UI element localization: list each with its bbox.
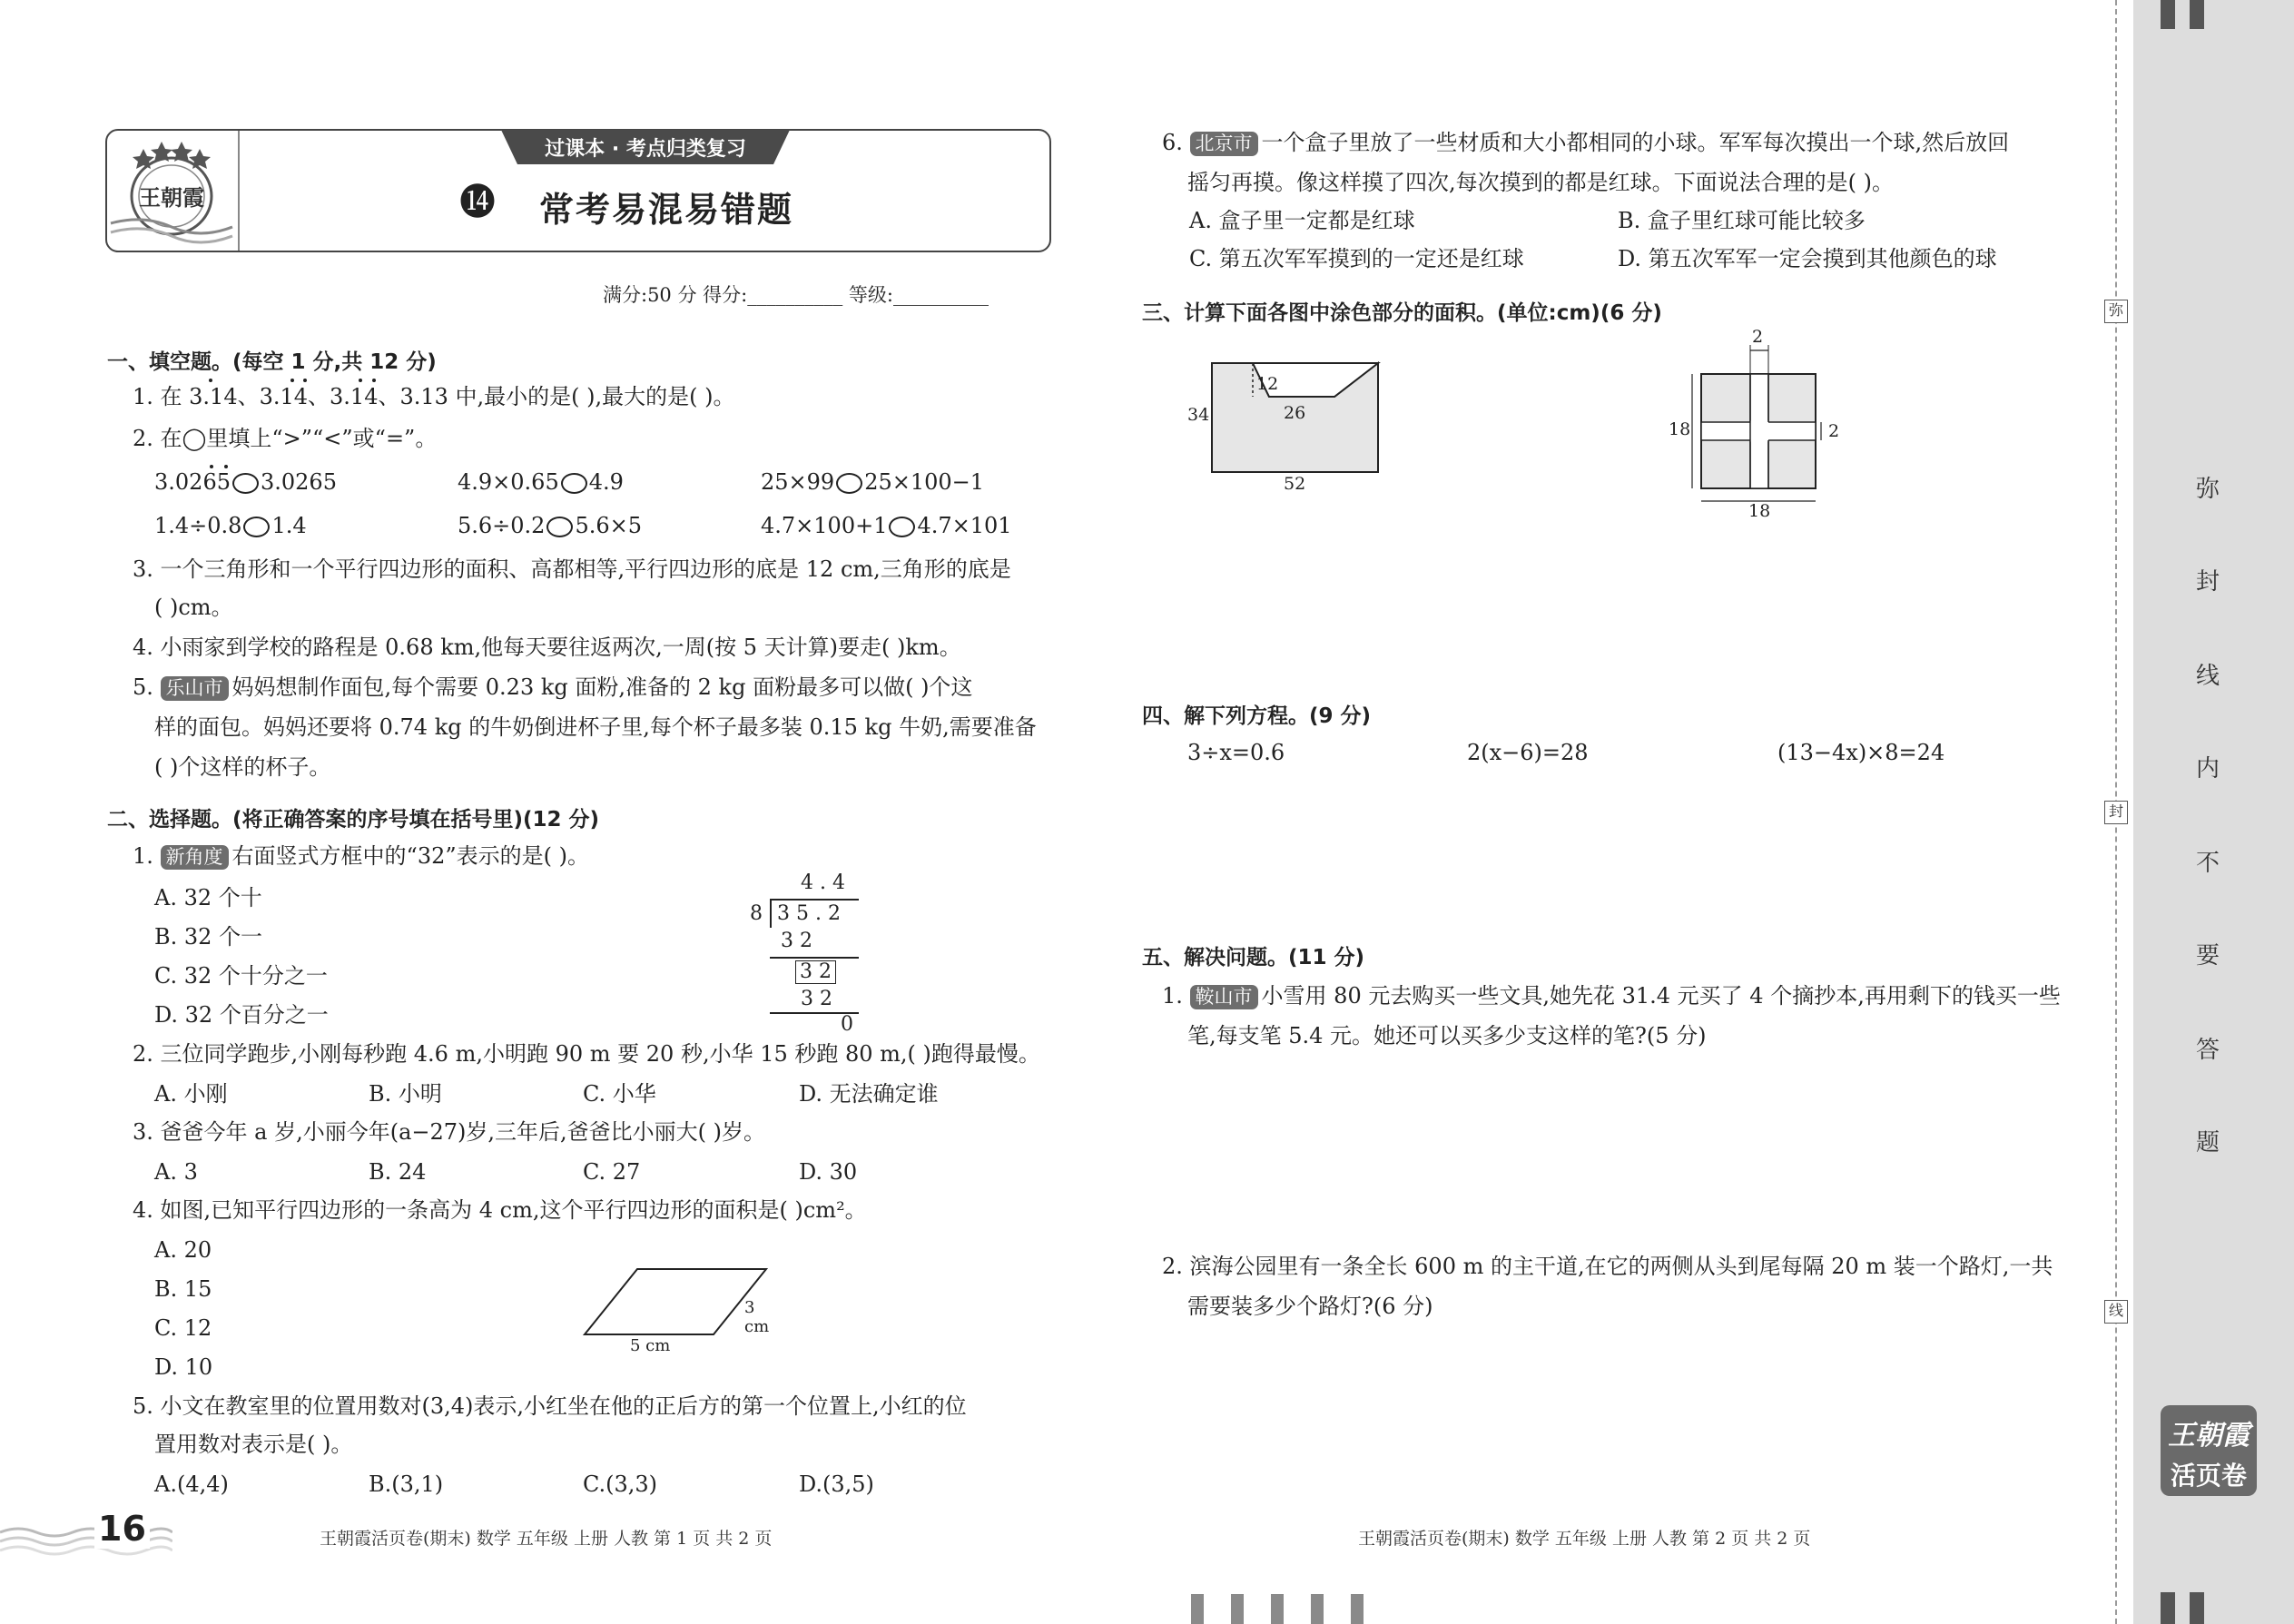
s1-q3b: ( )cm。 <box>154 595 233 620</box>
s5-q2b: 需要装多少个路灯?(6 分) <box>1187 1294 1433 1319</box>
equation-1: 3÷x=0.6 <box>1187 740 1285 765</box>
div-boxed: 3 2 <box>795 960 836 984</box>
fig1-label-52: 52 <box>1284 474 1306 494</box>
fig1-label-26: 26 <box>1284 403 1306 423</box>
s1-q5a: 5. 乐山市 妈妈想制作面包,每个需要 0.23 kg 面粉,准备的 2 kg 面粉最多可以做( )个这 <box>133 674 973 700</box>
div-remainder: 0 <box>841 1013 853 1036</box>
tag-leshan: 乐山市 <box>161 676 229 701</box>
s1-q5c: ( )个这样的杯子。 <box>154 754 331 780</box>
s1-heading: 一、填空题。(每空 1 分,共 12 分) <box>107 350 437 374</box>
s4-heading: 四、解下列方程。(9 分) <box>1142 704 1372 728</box>
banner <box>501 130 790 164</box>
brand-badge-sub: 活页卷 <box>2170 1461 2247 1491</box>
s2-q3-optC: C. 27 <box>583 1159 641 1185</box>
fig1-label-12: 12 <box>1256 374 1279 394</box>
tag-beijing: 北京市 <box>1190 132 1258 156</box>
footer-left: 王朝霞活页卷(期末) 数学 五年级 上册 人教 第 1 页 共 2 页 <box>320 1529 773 1549</box>
s5-heading: 五、解决问题。(11 分) <box>1142 946 1365 969</box>
s2-q5-optB: B.(3,1) <box>369 1471 444 1497</box>
compare-5: 5.6÷0.2 5.6×5 <box>458 513 642 538</box>
s2-q2-optA: A. 小刚 <box>154 1081 228 1107</box>
s2-q6a: 6. 北京市 一个盒子里放了一些材质和大小都相同的小球。军军每次摸出一个球,然后放回 <box>1162 130 2010 155</box>
div-step1: 3 2 <box>781 930 812 952</box>
long-division <box>744 871 871 1035</box>
binding-strip <box>2133 0 2294 1624</box>
s5-q1b: 笔,每支笔 5.4 元。她还可以买多少支这样的笔?(5 分) <box>1187 1023 1707 1048</box>
s2-q3-optA: A. 3 <box>154 1159 198 1185</box>
shaded-figure-2 <box>1661 327 1852 525</box>
s5-q2a: 2. 滨海公园里有一条全长 600 m 的主干道,在它的两侧从头到尾每隔 20 m 装一个路灯,一共 <box>1162 1254 2053 1279</box>
s1-q1: 1. 在 3.14、3.14、3.14、3.13 中,最小的是( ),最大的是( )。 <box>133 384 735 409</box>
s2-q4-optA: A. 20 <box>154 1237 212 1263</box>
s2-q5a: 5. 小文在教室里的位置用数对(3,4)表示,小红坐在他的正后方的第一个位置上,小红的位 <box>133 1393 967 1419</box>
compare-3: 25×99 25×100−1 <box>761 469 985 495</box>
brand-badge-title: 王朝霞 <box>2168 1420 2250 1452</box>
side-char-1: 弥 <box>2195 476 2220 503</box>
s2-q2-optC: C. 小华 <box>583 1081 656 1107</box>
tag-new-angle: 新角度 <box>161 845 229 870</box>
s2-q1-optD: D. 32 个百分之一 <box>154 1002 329 1028</box>
binding-box-2: 封 <box>2104 801 2128 824</box>
s2-q3: 3. 爸爸今年 a 岁,小丽今年(a−27)岁,三年后,爸爸比小丽大( )岁。 <box>133 1119 766 1145</box>
binding-marks-bottom <box>1191 1594 1373 1624</box>
s2-q6-optA: A. 盒子里一定都是红球 <box>1189 208 1415 233</box>
s2-q4-optC: C. 12 <box>154 1315 212 1341</box>
s3-heading: 三、计算下面各图中涂色部分的面积。(单位:cm)(6 分) <box>1142 301 1662 325</box>
shaded-figure-1 <box>1180 356 1398 501</box>
s2-q3-optB: B. 24 <box>369 1159 427 1185</box>
s2-q2-optD: D. 无法确定谁 <box>799 1081 939 1107</box>
s2-q5-optC: C.(3,3) <box>583 1471 658 1497</box>
s2-q5b: 置用数对表示是( )。 <box>154 1432 353 1457</box>
s2-q2: 2. 三位同学跑步,小刚每秒跑 4.6 m,小明跑 90 m 要 20 秒,小华 15 秒跑 80 m,( )跑得最慢。 <box>133 1041 1040 1067</box>
s2-q1: 1. 新角度 右面竖式方框中的“32”表示的是( )。 <box>133 843 589 869</box>
parallelogram-figure <box>572 1262 781 1362</box>
side-char-4: 内 <box>2195 755 2220 782</box>
fig1-label-34: 34 <box>1187 405 1210 425</box>
s2-q4-optB: B. 15 <box>154 1276 212 1302</box>
section-number: ⓮ <box>459 182 496 223</box>
s1-q3a: 3. 一个三角形和一个平行四边形的面积、高都相等,平行四边形的底是 12 cm,三角形的底是 <box>133 556 1011 582</box>
s2-q5-optD: D.(3,5) <box>799 1471 874 1497</box>
s2-q4: 4. 如图,已知平行四边形的一条高为 4 cm,这个平行四边形的面积是( )cm²。 <box>133 1197 867 1223</box>
side-char-6: 要 <box>2195 942 2220 969</box>
binding-top-marks <box>2161 0 2215 29</box>
compare-4: 1.4÷0.8 1.4 <box>154 513 307 538</box>
s2-heading: 二、选择题。(将正确答案的序号填在括号里)(12 分) <box>107 808 600 832</box>
s2-q1-optB: B. 32 个一 <box>154 924 263 950</box>
fig2-label-left: 18 <box>1669 419 1691 439</box>
s2-q6-optD: D. 第五次军军一定会摸到其他颜色的球 <box>1618 246 1997 271</box>
banner-text: 过课本 · 考点归类复习 <box>545 138 746 161</box>
s2-q2-optB: B. 小明 <box>369 1081 442 1107</box>
s2-q1-optA: A. 32 个十 <box>154 885 262 910</box>
side-char-3: 线 <box>2195 663 2220 690</box>
div-dividend: 3 5 . 2 <box>777 902 841 925</box>
s1-q4: 4. 小雨家到学校的路程是 0.68 km,他每天要往返两次,一周(按 5 天计算)要走( )km。 <box>133 635 961 660</box>
s2-q3-optD: D. 30 <box>799 1159 858 1185</box>
fig2-label-right: 2 <box>1828 421 1840 441</box>
binding-box-3: 线 <box>2104 1300 2128 1324</box>
binding-box-1: 弥 <box>2104 300 2128 323</box>
logo <box>107 133 236 249</box>
compare-6: 4.7×100+1 4.7×101 <box>761 513 1012 538</box>
side-char-8: 题 <box>2195 1129 2220 1156</box>
fig2-label-bottom: 18 <box>1748 501 1771 521</box>
s2-q6b: 摇匀再摸。像这样摸了四次,每次摸到的都是红球。下面说法合理的是( )。 <box>1187 170 1894 195</box>
footer-right: 王朝霞活页卷(期末) 数学 五年级 上册 人教 第 2 页 共 2 页 <box>1358 1529 1811 1549</box>
logo-divider <box>238 131 240 251</box>
div-quotient: 4 . 4 <box>801 871 845 894</box>
logo-text: 王朝霞 <box>139 184 204 211</box>
para-base-label: 5 cm <box>630 1336 671 1355</box>
page-title: 常考易混易错题 <box>539 190 794 230</box>
side-char-7: 答 <box>2195 1037 2220 1064</box>
s2-q6-optB: B. 盒子里红球可能比较多 <box>1618 208 1866 233</box>
s5-q1a: 1. 鞍山市 小雪用 80 元去购买一些文具,她先花 31.4 元买了 4 个摘抄本,再用剩下的钱买一些 <box>1162 983 2061 1009</box>
page-number: 16 <box>94 1509 150 1549</box>
tag-anshan: 鞍山市 <box>1190 985 1258 1009</box>
s1-q5b: 样的面包。妈妈还要将 0.74 kg 的牛奶倒进杯子里,每个杯子最多装 0.15 kg 牛奶,需要准备 <box>154 714 1037 740</box>
brand-badge <box>2161 1405 2257 1496</box>
s1-q2: 2. 在◯里填上“>”“<”或“=”。 <box>133 426 438 451</box>
compare-2: 4.9×0.65 4.9 <box>458 469 624 495</box>
score-line: 满分:50 分 得分:__________ 等级:__________ <box>603 284 989 306</box>
para-side-label: 3 cm <box>744 1298 770 1336</box>
side-char-5: 不 <box>2195 850 2220 877</box>
equation-3: (13−4x)×8=24 <box>1777 740 1945 765</box>
side-char-2: 封 <box>2195 568 2220 595</box>
s2-q4-optD: D. 10 <box>154 1354 213 1380</box>
equation-2: 2(x−6)=28 <box>1467 740 1589 765</box>
compare-1: 3.0265 3.0265 <box>154 469 337 495</box>
div-step2: 3 2 <box>801 988 832 1010</box>
div-divisor: 8 <box>750 902 763 925</box>
binding-bottom-marks <box>2161 1592 2215 1624</box>
s2-q6-optC: C. 第五次军军摸到的一定还是红球 <box>1189 246 1524 271</box>
s2-q5-optA: A.(4,4) <box>154 1471 229 1497</box>
fig2-label-top: 2 <box>1752 327 1764 347</box>
s2-q1-optC: C. 32 个十分之一 <box>154 963 328 989</box>
